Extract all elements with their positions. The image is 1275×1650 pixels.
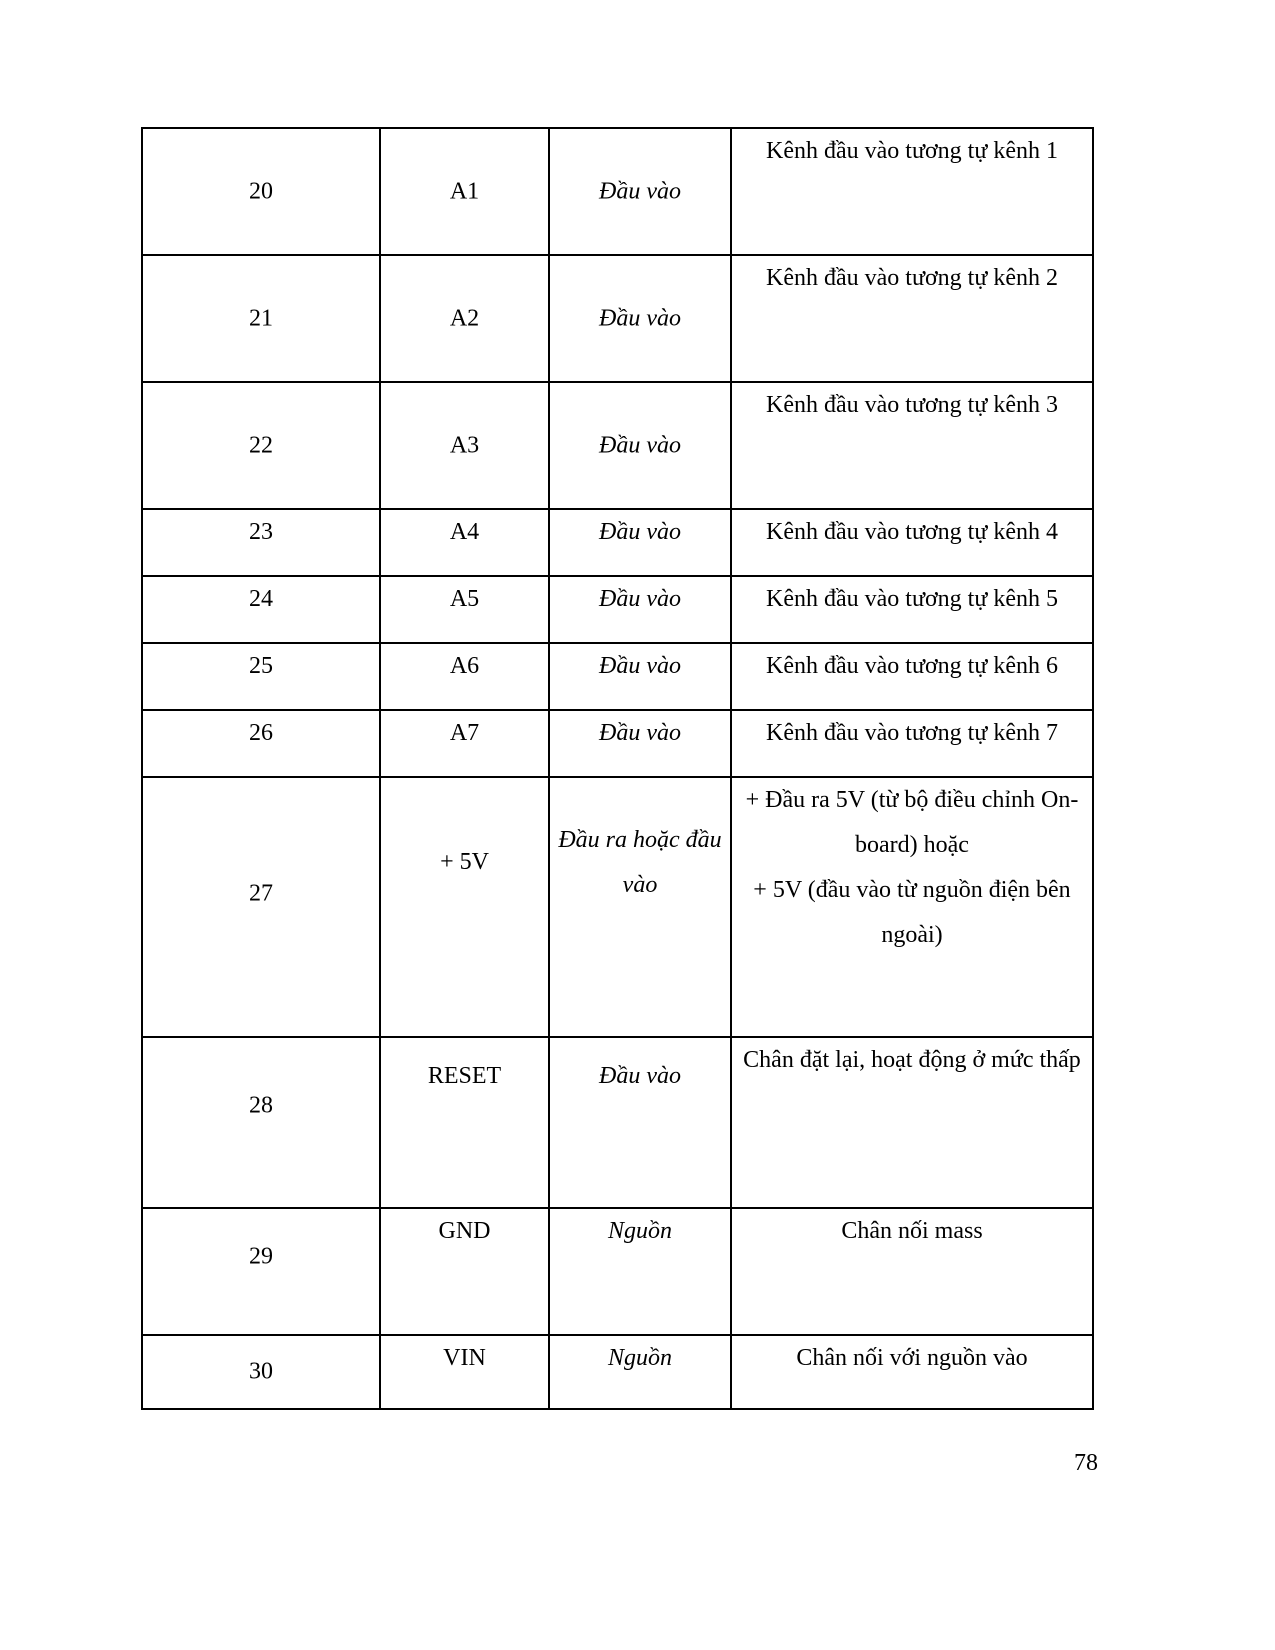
pin-type: Đầu vào (599, 178, 681, 204)
pin-type-cell (549, 255, 731, 382)
pin-number-cell (142, 1037, 380, 1208)
pin-description: + 5V (đầu vào từ nguồn điện bên ngoài) (753, 877, 1071, 948)
pin-description: Kênh đầu vào tương tự kênh 1 (766, 138, 1058, 164)
pin-name-cell (380, 643, 549, 710)
table-row (142, 509, 1093, 576)
pin-name: VIN (443, 1345, 486, 1371)
pin-number-cell (142, 255, 380, 382)
pin-type: Nguồn (607, 1345, 672, 1371)
pin-number-cell (142, 710, 380, 777)
pin-type: Đầu vào (599, 305, 681, 331)
pin-number-cell (142, 643, 380, 710)
pin-number-cell (142, 509, 380, 576)
table-row (142, 643, 1093, 710)
pin-type: Đầu ra hoặc đầu vào (558, 827, 722, 898)
page-number: 78 (1074, 1450, 1098, 1476)
table-row (142, 128, 1093, 255)
pin-name: A1 (449, 178, 480, 204)
pin-type-cell (549, 1208, 731, 1335)
pin-name-cell (380, 777, 549, 1037)
table-row (142, 1335, 1093, 1409)
pin-number: 22 (249, 432, 273, 458)
table-row (142, 777, 1093, 1037)
pin-name-cell (380, 1037, 549, 1208)
pin-type-cell (549, 128, 731, 255)
pin-description-cell (731, 1037, 1093, 1208)
pin-number: 29 (249, 1243, 273, 1269)
pin-number-cell (142, 576, 380, 643)
pin-description-cell (731, 1208, 1093, 1335)
table-row (142, 255, 1093, 382)
table-row (142, 1208, 1093, 1335)
pin-type-cell (549, 382, 731, 509)
pin-description-cell (731, 509, 1093, 576)
pin-type-cell (549, 1037, 731, 1208)
pin-type: Nguồn (607, 1218, 672, 1244)
pin-name: A2 (449, 305, 480, 331)
pin-name: A4 (449, 519, 480, 545)
pin-name-cell (380, 1208, 549, 1335)
pin-name-cell (380, 255, 549, 382)
pin-description-cell (731, 777, 1093, 1037)
pin-number: 21 (249, 305, 273, 331)
pin-name-cell (380, 576, 549, 643)
pin-name: RESET (427, 1063, 502, 1089)
pin-number: 25 (249, 653, 273, 679)
pin-name-cell (380, 128, 549, 255)
pin-number: 23 (249, 519, 273, 545)
pin-description-cell (731, 1335, 1093, 1409)
pin-description-table (141, 127, 1094, 1410)
pin-type-cell (549, 1335, 731, 1409)
pin-number-cell (142, 128, 380, 255)
pin-description: Kênh đầu vào tương tự kênh 6 (766, 653, 1058, 679)
pin-type-cell (549, 710, 731, 777)
pin-type-cell (549, 509, 731, 576)
pin-number-cell (142, 1208, 380, 1335)
pin-name: + 5V (440, 849, 489, 875)
pin-type: Đầu vào (599, 720, 681, 746)
pin-number: 27 (249, 880, 273, 907)
pin-description: Chân đặt lại, hoạt động ở mức thấp (743, 1047, 1081, 1073)
pin-number: 28 (249, 1092, 273, 1119)
pin-description: Kênh đầu vào tương tự kênh 3 (766, 392, 1058, 418)
pin-description: + Đầu ra 5V (từ bộ điều chỉnh On-board) hoặc (745, 787, 1079, 858)
pin-description: Kênh đầu vào tương tự kênh 5 (766, 586, 1058, 612)
table-row (142, 382, 1093, 509)
table-row (142, 576, 1093, 643)
pin-name-cell (380, 382, 549, 509)
pin-number: 26 (249, 720, 273, 746)
pin-number-cell (142, 382, 380, 509)
pin-description-cell (731, 382, 1093, 509)
pin-type-cell (549, 643, 731, 710)
pin-description: Kênh đầu vào tương tự kênh 2 (766, 265, 1058, 291)
pin-description-cell (731, 710, 1093, 777)
pin-type: Đầu vào (599, 586, 681, 612)
pin-type: Đầu vào (599, 653, 681, 679)
pin-number-cell (142, 777, 380, 1037)
pin-description-cell (731, 576, 1093, 643)
pin-name-cell (380, 1335, 549, 1409)
pin-name: GND (438, 1218, 491, 1244)
pin-description-cell (731, 128, 1093, 255)
pin-description-cell (731, 255, 1093, 382)
pin-number: 30 (249, 1358, 273, 1385)
pin-type: Đầu vào (599, 1063, 681, 1089)
pin-type-cell (549, 777, 731, 1037)
pin-description: Kênh đầu vào tương tự kênh 7 (766, 720, 1058, 746)
pin-name-cell (380, 509, 549, 576)
pin-name: A7 (449, 720, 480, 746)
pin-number: 24 (249, 586, 273, 612)
pin-name: A3 (449, 432, 480, 458)
pin-name-cell (380, 710, 549, 777)
pin-type-cell (549, 576, 731, 643)
pin-description: Chân nối với nguồn vào (796, 1345, 1028, 1371)
table-row (142, 1037, 1093, 1208)
pin-number-cell (142, 1335, 380, 1409)
pin-description-cell (731, 643, 1093, 710)
pin-type: Đầu vào (599, 519, 681, 545)
pin-number: 20 (249, 178, 273, 204)
pin-name: A5 (449, 586, 480, 612)
pin-description: Chân nối mass (841, 1218, 983, 1244)
pin-name: A6 (449, 653, 480, 679)
pin-description: Kênh đầu vào tương tự kênh 4 (766, 519, 1058, 545)
pin-type: Đầu vào (599, 432, 681, 458)
table-row (142, 710, 1093, 777)
